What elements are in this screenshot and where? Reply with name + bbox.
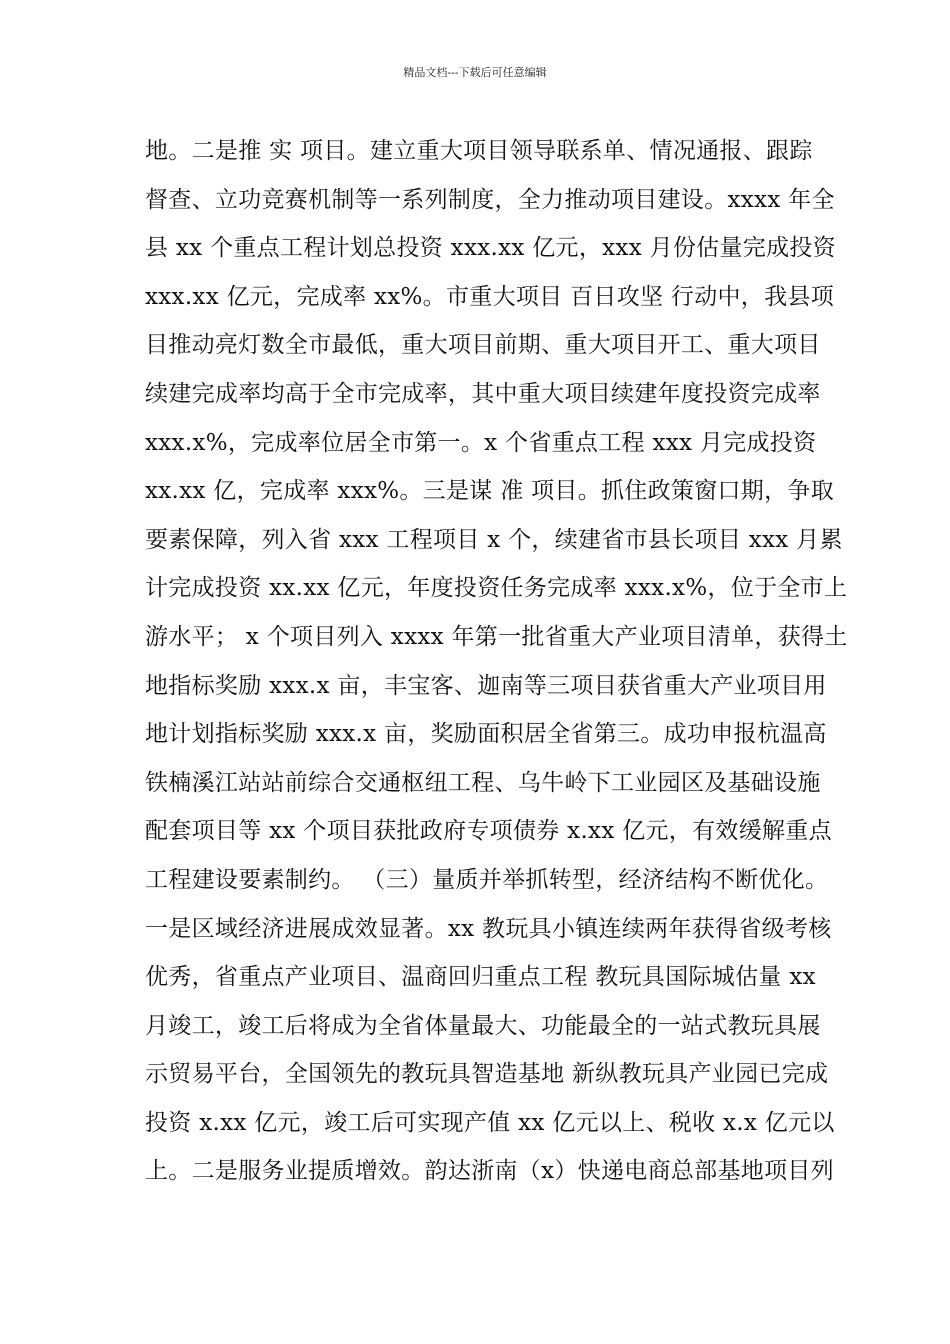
text-line-12: 地指标奖励 xxx.x 亩，丰宝客、迦南等三项目获省重大产业项目用 <box>145 672 827 699</box>
text-line-1: 地。二是推 实 项目。建立重大项目领导联系单、情况通报、跟踪 <box>145 138 813 164</box>
text-line-13: 地计划指标奖励 xxx.x 亩，奖励面积居全省第三。成功申报杭温高 <box>145 721 827 748</box>
text-line-6: 续建完成率均高于全市完成率，其中重大项目续建年度投资完成率 <box>145 380 821 407</box>
text-line-15: 配套项目等 xx 个项目获批政府专项债券 x.xx 亿元，有效缓解重点 <box>145 818 832 845</box>
text-line-22: 上。二是服务业提质增效。韵达浙南（x）快递电商总部基地项目列 <box>145 1158 834 1185</box>
text-line-11: 游水平； x 个项目列入 xxxx 年第一批省重大产业项目清单，获得土 <box>145 623 848 650</box>
document-body <box>145 134 848 1203</box>
text-line-4: xxx.xx 亿元，完成率 xx%。市重大项目 百日攻坚 行动中，我县项 <box>145 283 835 310</box>
page-header: 精品文档---下载后可任意编辑 <box>403 66 547 79</box>
text-line-14: 铁楠溪江站站前综合交通枢纽工程、乌牛岭下工业园区及基础设施 <box>145 769 821 796</box>
text-line-16: 工程建设要素制约。 （三）量质并举抓转型，经济结构不断优化。 <box>145 866 829 893</box>
text-line-5: 目推动亮灯数全市最低，重大项目前期、重大项目开工、重大项目 <box>145 332 821 359</box>
text-line-3: 县 xx 个重点工程计划总投资 xxx.xx 亿元，xxx 月份估量完成投资 <box>145 235 836 262</box>
text-line-8: xx.xx 亿，完成率 xxx%。三是谋 准 项目。抓住政策窗口期，争取 <box>145 478 835 505</box>
text-line-10: 计完成投资 xx.xx 亿元，年度投资任务完成率 xxx.x%，位于全市上 <box>145 575 848 602</box>
text-line-20: 示贸易平台，全国领先的教玩具智造基地 新纵教玩具产业园已完成 <box>145 1061 829 1088</box>
text-line-17: 一是区域经济进展成效显著。xx 教玩具小镇连续两年获得省级考核 <box>145 915 832 942</box>
text-line-9: 要素保障，列入省 xxx 工程项目 x 个，续建省市县长项目 xxx 月累 <box>145 526 843 553</box>
text-line-21: 投资 x.xx 亿元，竣工后可实现产值 xx 亿元以上、税收 x.x 亿元以 <box>145 1109 835 1136</box>
text-line-18: 优秀，省重点产业项目、温商回归重点工程 教玩具国际城估量 xx <box>145 964 816 991</box>
text-line-7: xxx.x%，完成率位居全市第一。x 个省重点工程 xxx 月完成投资 <box>145 429 817 456</box>
text-line-2: 督查、立功竞赛机制等一系列制度，全力推动项目建设。xxxx 年全 <box>145 186 835 213</box>
text-line-19: 月竣工，竣工后将成为全省体量最大、功能最全的一站式教玩具展 <box>145 1012 821 1039</box>
